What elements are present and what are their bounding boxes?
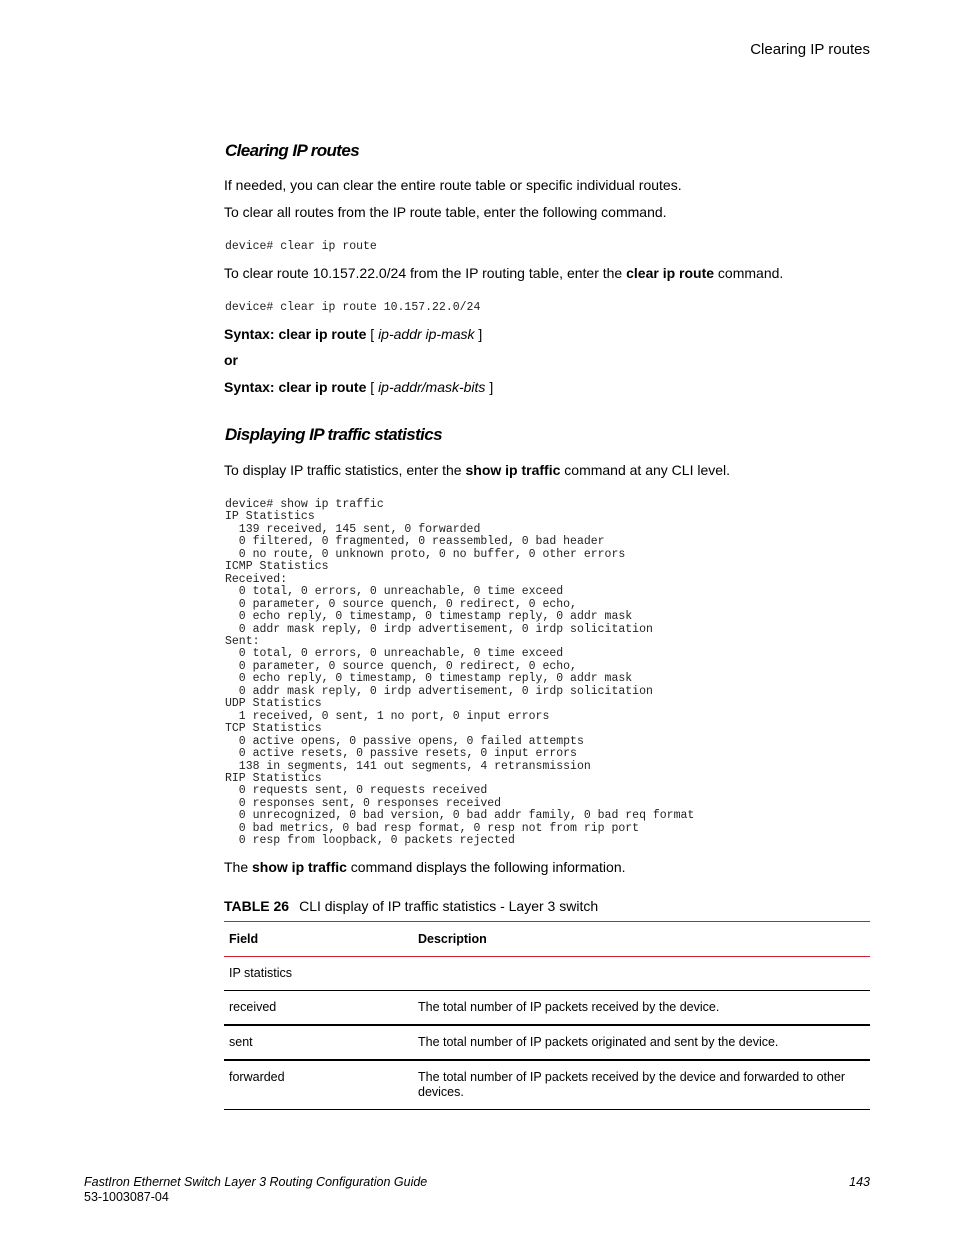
syntax-label: Syntax: clear ip route [224,326,367,342]
syntax-args: ip-addr/mask-bits [378,379,486,395]
table-number: TABLE 26 [224,898,290,914]
footer-doc-info [84,1175,427,1205]
or-label [224,352,238,369]
cell-field: IP statistics [229,966,292,980]
syntax-bracket: ] [485,379,494,395]
syntax-line-2 [224,379,493,396]
cell-field: sent [229,1035,253,1049]
text: command. [714,265,784,281]
or-text: or [224,352,238,368]
command-name: clear ip route [626,265,715,281]
text: To clear route 10.157.22.0/24 from the IP routing table, enter the [224,265,627,281]
text: The [224,859,253,875]
cell-description: The total number of IP packets received by the device. [418,1000,720,1014]
table-title: CLI display of IP traffic statistics - Layer 3 switch [299,898,599,914]
syntax-bracket: [ [366,379,379,395]
table-row [224,991,870,1026]
cell-field: received [229,1000,277,1014]
paragraph-table-intro [224,859,626,876]
code-block-clear-ip-route: device# clear ip route [225,240,377,253]
header-field: Field [229,932,259,946]
cell-field: forwarded [229,1070,285,1084]
footer-title: FastIron Ethernet Switch Layer 3 Routing Configuration Guide [84,1175,428,1189]
paragraph-show-ip-traffic [224,462,730,479]
cell-description [418,957,870,990]
table-caption [224,898,598,915]
paragraph: To clear all routes from the IP route table, enter the following command. [224,204,667,220]
syntax-bracket: ] [474,326,483,342]
footer-doc-number: 53-1003087-04 [84,1190,169,1204]
paragraph: If needed, you can clear the entire route table or specific individual routes. [224,177,682,193]
table-row [224,1061,870,1110]
running-header: Clearing IP routes [750,41,870,58]
command-name: show ip traffic [252,859,347,875]
text: To display IP traffic statistics, enter the [224,462,466,478]
section-heading-displaying-ip-traffic: Displaying IP traffic statistics [225,425,442,444]
paragraph-clear-route [224,265,783,282]
command-name: show ip traffic [465,462,561,478]
code-block-show-ip-traffic-output: device# show ip traffic IP Statistics 139 received, 145 sent, 0 forwarded 0 filtered, 0 fragmented, 0 reassembled, 0 bad header 0 no route, 0 unknown proto, 0 no buffer, 0 other errors ICMP Statistics Received: 0 total, 0 errors, 0 unreachable, 0 time exceed 0 parameter, 0 source quench, 0 redirect, 0 echo, 0 echo reply, 0 timestamp, 0 timestamp reply, 0 addr mask 0 addr mask reply, 0 irdp advertisement, 0 irdp solicitation Sent: 0 total, 0 errors, 0 unreachable, 0 time exceed 0 parameter, 0 source quench, 0 redirect, 0 echo, 0 echo reply, 0 timestamp, 0 timestamp reply, 0 addr mask 0 addr mask reply, 0 irdp advertisement, 0 irdp solicitation UDP Statistics 1 received, 0 sent, 1 no port, 0 input errors TCP Statistics 0 active opens, 0 passive opens, 0 failed attempts 0 active resets, 0 passive resets, 0 input errors 138 in segments, 141 out segments, 4 retransmission RIP Statistics 0 requests sent, 0 requests received 0 responses sent, 0 responses received 0 unrecognized, 0 bad version, 0 bad addr family, 0 bad req format 0 bad metrics, 0 bad resp format, 0 resp not from rip port 0 resp from loopback, 0 packets rejected [225,498,695,848]
code-block-clear-ip-route-prefix: device# clear ip route 10.157.22.0/24 [225,301,481,314]
table-row [224,957,870,991]
text: command displays the following information. [346,859,626,875]
text: command at any CLI level. [560,462,731,478]
cell-description: The total number of IP packets received by the device and forwarded to other devices. [418,1070,846,1099]
cell-description: The total number of IP packets originated and sent by the device. [418,1035,779,1049]
header-description: Description [418,932,487,946]
section-heading-clearing-ip-routes: Clearing IP routes [225,141,360,160]
syntax-label: Syntax: clear ip route [224,379,367,395]
syntax-bracket: [ [366,326,379,342]
table-header-row [224,922,870,957]
page-number: 143 [849,1175,870,1189]
syntax-line-1 [224,326,482,343]
ip-traffic-table [224,921,870,1110]
table-row [224,1026,870,1061]
syntax-args: ip-addr ip-mask [378,326,475,342]
